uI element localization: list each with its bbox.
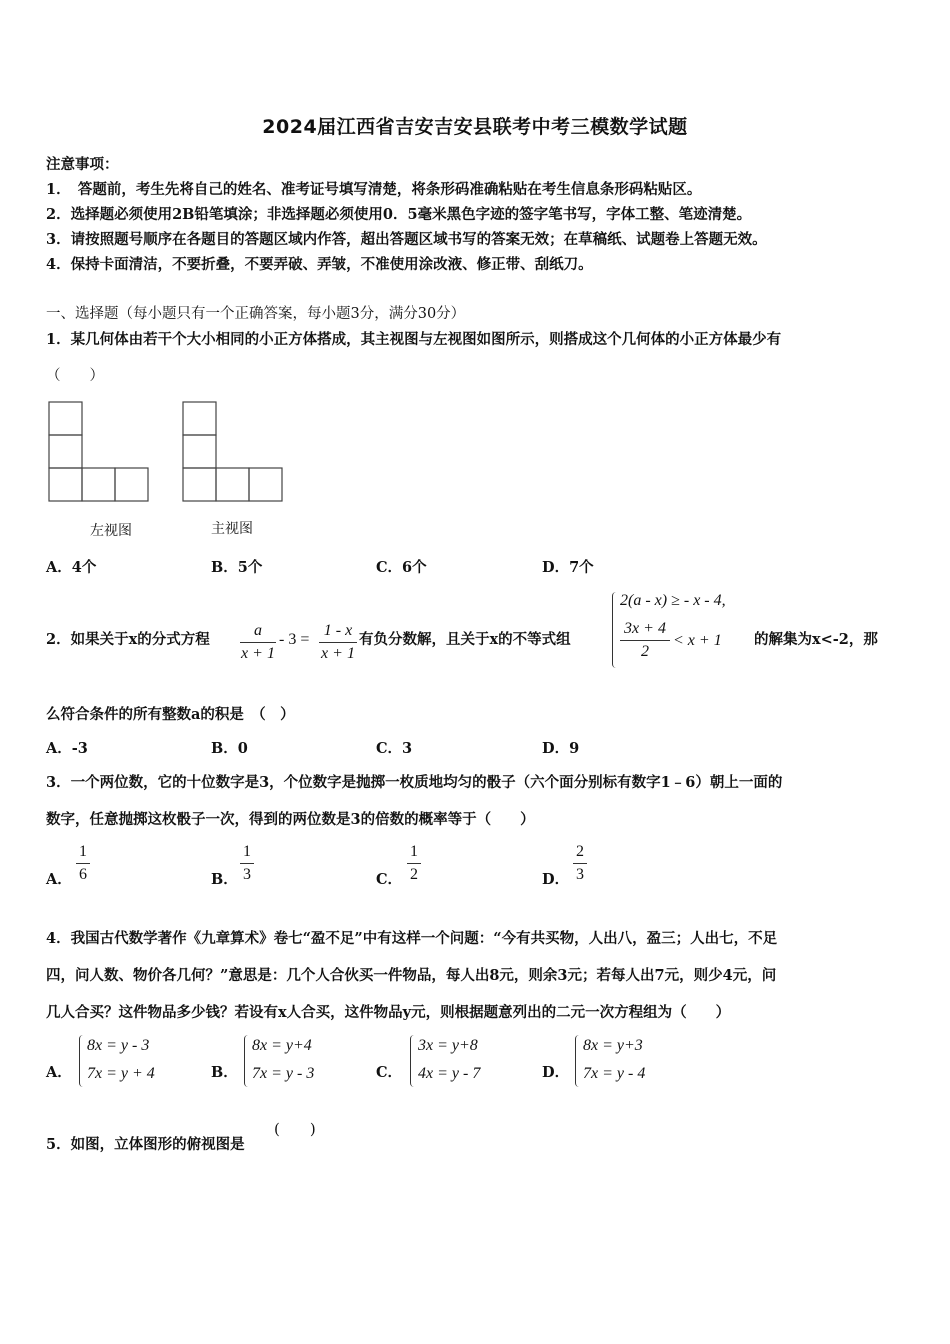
q5-text: 5．如图，立体图形的俯视图是 <box>46 1136 245 1153</box>
q2-fraction-1 <box>240 622 276 663</box>
q4-option-c-system <box>418 1032 480 1088</box>
notice-item-3: 3．请按照题号顺序在各题目的答题区域内作答，超出答题区域书写的答案无效；在草稿纸、试题卷上答题无效。 <box>46 231 767 248</box>
q2-ineq2-fraction <box>620 620 670 661</box>
q4-a-brace <box>79 1035 86 1087</box>
q3-b-den: 3 <box>243 866 251 883</box>
q4-d-brace <box>575 1035 582 1087</box>
notice-heading: 注意事项： <box>46 156 119 173</box>
q3-option-b-label: B． <box>211 871 238 888</box>
notice-item-2: 2．选择题必须使用2B铅笔填涂；非选择题必须使用0．5毫米黑色字迹的签字笔书写，字体工整、笔迹清楚。 <box>46 206 752 223</box>
q2-ineq2-den: 2 <box>641 643 649 660</box>
q2-prefix: 2．如果关于x的分式方程 <box>46 631 210 648</box>
notice-item-1: 1． 答题前，考生先将自己的姓名、准考证号填写清楚，将条形码准确粘贴在考生信息条形码粘贴区。 <box>46 181 702 198</box>
q4-a-eq1: 8x = y - 3 <box>87 1037 150 1054</box>
q2-frac1-den: x + 1 <box>241 645 275 662</box>
q1-stem: 1．某几何体由若干个大小相同的小正方体搭成，其主视图与左视图如图所示，则搭成这个几何体的小正方体最少有 <box>46 331 782 348</box>
q2-minus3: - 3 = <box>279 631 310 648</box>
q3-d-den: 3 <box>576 866 584 883</box>
q4-c-brace <box>410 1035 417 1087</box>
q3-option-b-fraction <box>240 843 254 884</box>
q2-option-a: A．-3 <box>46 740 88 757</box>
section-heading: 一、选择题（每小题只有一个正确答案，每小题3分，满分30分） <box>46 306 466 322</box>
q2-ineq2-num: 3x + 4 <box>624 620 666 637</box>
q2-option-c: C．3 <box>376 740 413 757</box>
q2-frac2-num: 1 - x <box>323 622 353 639</box>
q4-line1: 4．我国古代数学著作《九章算术》卷七“盈不足”中有这样一个问题：“今有共买物，人出八，盈三；人出七，不足 <box>46 930 778 947</box>
q2-fraction-2 <box>319 622 357 663</box>
page-title: 2024届江西省吉安吉安县联考中考三模数学试题 <box>262 116 688 138</box>
q4-a-eq2: 7x = y + 4 <box>87 1065 155 1082</box>
q3-b-num: 1 <box>243 843 251 860</box>
q4-option-b-label: B． <box>211 1064 238 1081</box>
q3-a-num: 1 <box>79 843 87 860</box>
q4-c-eq2: 4x = y - 7 <box>418 1065 481 1082</box>
q3-a-den: 6 <box>79 866 87 883</box>
q5-paren: ( ) <box>274 1120 316 1138</box>
q4-option-a-system <box>87 1032 155 1088</box>
q4-d-eq2: 7x = y - 4 <box>583 1065 646 1082</box>
q4-b-eq2: 7x = y - 3 <box>252 1065 315 1082</box>
q1-option-d: D．7个 <box>542 559 594 576</box>
q1-figures <box>45 398 295 543</box>
q4-b-eq1: 8x = y+4 <box>252 1037 312 1054</box>
q4-option-d-system <box>583 1032 645 1088</box>
q3-line2: 数字，任意抛掷这枚骰子一次，得到的两位数是3的倍数的概率等于（ ） <box>46 811 535 828</box>
q3-option-c-label: C． <box>376 871 403 888</box>
q3-option-d-label: D． <box>542 871 570 888</box>
q3-line1: 3．一个两位数，它的十位数字是3，个位数字是抛掷一枚质地均匀的骰子（六个面分别标有数字1﹣6）朝上一面的 <box>46 774 783 791</box>
q4-line3: 几人合买？这件物品多少钱？若设有x人合买，这件物品y元，则根据题意列出的二元一次方程组为（ ） <box>46 1004 731 1021</box>
q2-ineq1: 2(a - x) ≥ - x - 4, <box>620 592 726 609</box>
q3-c-den: 2 <box>410 866 418 883</box>
left-view-label: 左视图 <box>90 523 132 539</box>
q4-option-d-label: D． <box>542 1064 570 1081</box>
q1-paren: （ ） <box>46 368 104 384</box>
q1-option-b: B．5个 <box>211 559 263 576</box>
q2-ineq2-rhs: < x + 1 <box>673 632 722 649</box>
q4-option-c-label: C． <box>376 1064 403 1081</box>
q3-d-num: 2 <box>576 843 584 860</box>
q3-option-a-fraction <box>76 843 90 884</box>
q4-d-eq1: 8x = y+3 <box>583 1037 643 1054</box>
q4-option-b-system <box>252 1032 314 1088</box>
q4-c-eq1: 3x = y+8 <box>418 1037 478 1054</box>
q2-middle: 有负分数解，且关于x的不等式组 <box>359 631 571 648</box>
q2-option-d: D．9 <box>542 740 580 757</box>
q4-option-a-label: A． <box>46 1064 72 1081</box>
q3-option-a-label: A． <box>46 871 72 888</box>
left-view-grid <box>49 402 148 501</box>
q3-option-c-fraction <box>407 843 421 884</box>
main-view-label: 主视图 <box>211 521 253 537</box>
notice-item-4: 4．保持卡面清洁，不要折叠，不要弄破、弄皱，不准使用涂改液、修正带、刮纸刀。 <box>46 256 593 273</box>
q2-system-brace <box>612 592 619 668</box>
q1-option-c: C．6个 <box>376 559 427 576</box>
q4-line2: 四，问人数、物价各几何？”意思是：几个人合伙买一件物品，每人出8元，则余3元；若每人出7元，则少4元，问 <box>46 967 777 984</box>
q2-frac1-num: a <box>254 622 262 639</box>
q3-c-num: 1 <box>410 843 418 860</box>
q2-option-b: B．0 <box>211 740 248 757</box>
q2-suffix: 的解集为x<-2，那 <box>754 631 878 648</box>
q3-option-d-fraction <box>573 843 587 884</box>
q2-line2: 么符合条件的所有整数a的积是 （ ） <box>46 706 295 723</box>
q2-frac2-den: x + 1 <box>321 645 355 662</box>
q4-b-brace <box>244 1035 251 1087</box>
main-view-grid <box>183 402 282 501</box>
q1-option-a: A．4个 <box>46 559 97 576</box>
